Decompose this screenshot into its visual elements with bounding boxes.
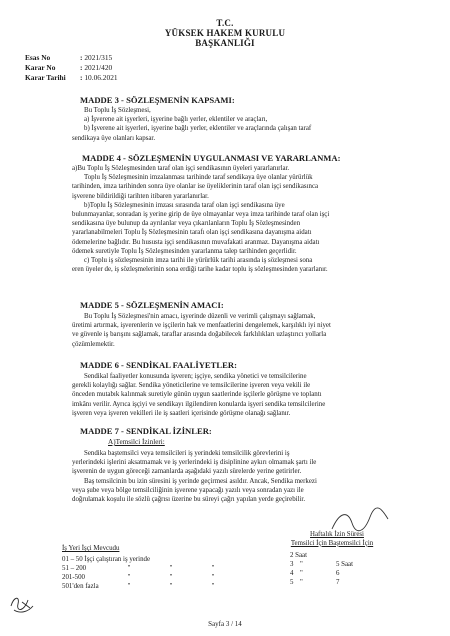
madde-5-line: çözümlemektir.	[72, 340, 115, 348]
duration-row-4: 5 " 7	[290, 578, 340, 586]
madde-4-body	[72, 164, 422, 274]
header-country: T.C.	[216, 18, 234, 28]
meta-tarih-row: Karar Tarihi : 10.06.2021	[25, 73, 118, 82]
madde-4-line: ödemelerine bağlıdır. Bu hususta işçi sendikasının muvafakati aranmaz. Dayanışma aidatı	[72, 238, 320, 246]
madde-7-line: doğrulamak koşulu ile sözlü çağrısı üzerine bu süreyi çağrı yapılan yerde geçirebilir.	[72, 496, 306, 504]
meta-esas-row: Esas No : 2021/315	[25, 53, 113, 62]
table-right-title-1: Haftalık İzin Süresi	[310, 531, 364, 538]
table-left-title: İş Yeri İşçi Mevcudu	[62, 545, 120, 552]
madde-6-line: işveren veya işveren vekilleri ile iş saatleri içerisinde görüşme olanağı sağlanır.	[72, 409, 291, 417]
madde-3-b1: b) İşverene ait işyerleri, işyerine bağlı yerler, eklentiler ve araçlarında çalışan taraf	[84, 125, 312, 133]
madde-6-line: Sendikal faaliyetler konusunda işveren; işçiye, sendika yönetici ve temsilcilerine	[84, 373, 307, 380]
madde-4-line: eren üyeler de, iş sözleşmelerinin sona erdiği tarihe kadar toplu iş sözleşmesinden yararlanır.	[72, 266, 328, 274]
header-department: BAŞKANLIĞI	[195, 38, 255, 48]
madde-4-line: işverene bildirildiği tarihten itibaren yararlanırlar.	[72, 192, 209, 200]
duration-row-2: 3 " 5 Saat	[290, 560, 354, 568]
madde-7-body	[72, 449, 422, 504]
madde-7-line: Sendika baştemsilci veya temsilcileri iş yerindeki temsilcilik görevlerini iş	[84, 450, 290, 457]
madde-6-body	[72, 372, 422, 418]
madde-3-a: a) İşverene ait işyerleri, işyerine bağlı yerler, eklentiler ve araçları,	[84, 116, 268, 124]
madde-4-line: tarihinden, imza tarihinden sonra üye olanlar ise üyeliklerinin taraf olan işçi sendikasınca	[72, 183, 319, 191]
madde-4-line: a)Bu Toplu İş Sözleşmesinden taraf olan işçi sendikasının üyeleri yararlanırlar.	[72, 165, 290, 172]
table-row-2: 51 – 200 " " "	[62, 564, 215, 572]
madde-3-p1: Bu Toplu İş Sözleşmesi,	[84, 107, 151, 114]
employee-count-table	[62, 545, 237, 592]
madde-6-line: imkânı verilir. Ayrıca işçiyi ve sendikayı ilgilendiren konularda işyeri sendika temsilcilerine	[72, 400, 326, 408]
table-row-4: 501'den fazla " " "	[62, 582, 215, 590]
madde-4-line: ödemek suretiyle Toplu İş Sözleşmesinden yararlanma talep tarihinden geçerlidir.	[72, 247, 297, 255]
header-institution: YÜKSEK HAKEM KURULU	[164, 28, 286, 38]
madde-5-line: üretimi artırmak, işverenlerin ve işçilerin hak ve menfaatlerini dengelemek, karşılıklı iyi niyet	[72, 322, 331, 330]
madde-6-line: önceden mutabık kalınmak suretiyle günün uygun saatlerinde işçilerle görüşme ve toplantı	[72, 391, 322, 399]
madde-4-line: yararlanabilmeleri Toplu İş Sözleşmesinin tarafı olan işçi sendikasına dayanışma aidatı	[72, 229, 312, 237]
table-row-3: 201-500 " " "	[62, 573, 215, 581]
madde-4-line: b)Toplu İş Sözleşmesinin imzası sırasında taraf olan işçi sendikasına üye	[84, 201, 285, 209]
madde-4-title: MADDE 4 - SÖZLEŞMENİN UYGULANMASI VE YARARLANMA:	[82, 153, 341, 163]
meta-karar-row: Karar No : 2021/420	[25, 63, 113, 72]
madde-6-line: gerekli kolaylığı sağlar. Sendika yöneticilerine ve temsilcilerine işveren veya vekili ile	[72, 382, 311, 390]
madde-7-title: MADDE 7 - SENDİKAL İZİNLER:	[80, 426, 212, 436]
madde-7-line: işverenin de uygun göreceği zamanlarda aşağıdaki yazılı sürelerde yerine getirirler.	[72, 468, 302, 476]
madde-3-b2: sendikaya üye olanları kapsar.	[72, 134, 156, 142]
madde-4-line: Toplu İş Sözleşmesinin imzalanması tarihinde taraf sendikaya üye olanlar yürürlük	[84, 174, 313, 182]
madde-3-body	[72, 106, 422, 143]
madde-7-line: veya şube veya bölge temsilciliğinin işverene yapacağı yazılı veya sonradan yazı ile	[72, 486, 304, 494]
madde-3-title: MADDE 3 - SÖZLEŞMENİN KAPSAMI:	[80, 95, 235, 105]
page-number: Sayfa 3 / 14	[208, 620, 242, 628]
madde-4-line: sendikasına üye bulunup da ayrılanlar veya çıkarılanların Toplu İş Sözleşmesinden	[72, 220, 301, 228]
table-row-1: 01 – 50 İşçi çalıştıran iş yerinde	[62, 555, 151, 563]
duration-row-3: 4 " 6	[290, 569, 340, 577]
madde-7-line: yerlerindeki işlerini aksatmamak ve iş yerlerindeki iş disiplinine aykırı olmamak şartı ile	[72, 459, 317, 467]
madde-5-title: MADDE 5 - SÖZLEŞMENİN AMACI:	[80, 300, 224, 310]
madde-4-line: c) Toplu iş sözleşmesinin imza tarihi ile yürürlük tarihi arasında iş sözleşmesi sona	[84, 257, 313, 265]
madde-5-line: Bu Toplu İş Sözleşmesi'nin amacı, işyerinde düzenli ve verimli çalışmayı sağlamak,	[84, 313, 316, 320]
madde-7-line: Baş temsilcinin bu izin süresini iş yerinde geçirmesi asıldır. Ancak, Sendika merkezi	[84, 477, 317, 485]
duration-row-1: 2 Saat	[290, 551, 308, 559]
leave-duration-table	[272, 531, 392, 587]
madde-5-body	[72, 312, 422, 349]
madde-7-subtitle: A)Temsilci İzinleri:	[108, 438, 165, 446]
initials-mark	[8, 592, 36, 616]
case-meta	[25, 53, 118, 83]
madde-6-title: MADDE 6 - SENDİKAL FAALİYETLER:	[80, 360, 237, 370]
madde-4-line: bulunmayanlar, sonradan iş yerine girip de üye olmayanlar veya imza tarihinde taraf olan işçi	[72, 211, 330, 219]
table-right-title-2: Temsilci İçin Baştemsilci İçin	[290, 539, 374, 547]
madde-5-line: ve güvenle iş barışını sağlamak, taraflar arasında doğabilecek farklılıkları uzlaştırıcı yollarla	[72, 331, 327, 339]
